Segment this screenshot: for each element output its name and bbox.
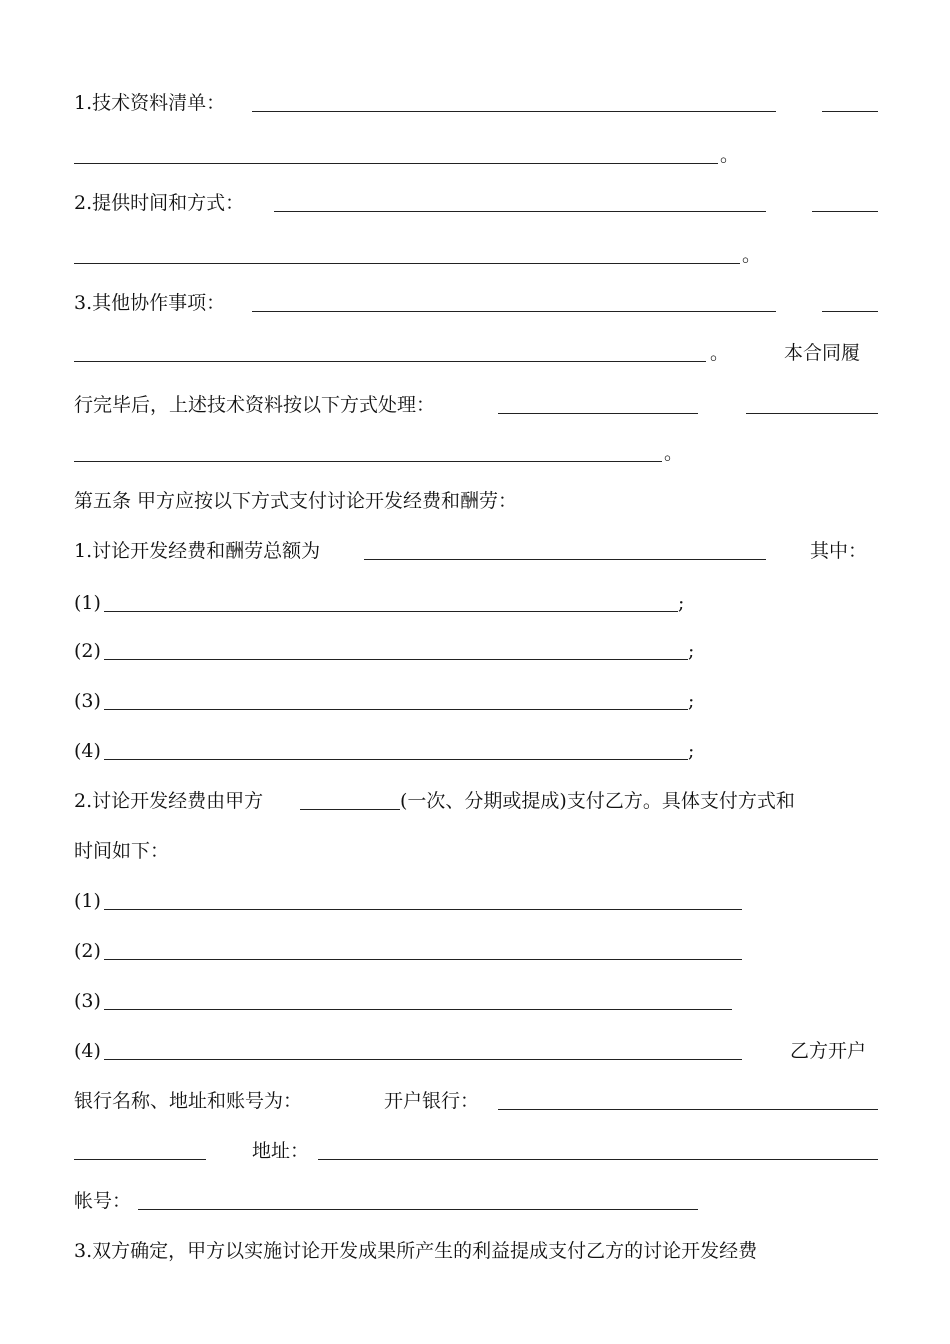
breakdown-end: ; — [688, 640, 695, 662]
schedule-label: (4) — [74, 1040, 101, 1062]
item1-blank-cont[interactable] — [74, 163, 718, 164]
handling-blank-cont[interactable] — [74, 461, 662, 462]
bank-name-label: 开户银行： — [384, 1090, 480, 1112]
account-blank[interactable] — [138, 1209, 698, 1210]
bank-name-blank-cont[interactable] — [74, 1159, 206, 1160]
item3-blank-right[interactable] — [822, 311, 878, 312]
total-suffix: 其中： — [810, 540, 868, 562]
item1-label: 1.技术资料清单： — [74, 92, 226, 114]
section5-title: 第五条 甲方应按以下方式支付讨论开发经费和酬劳： — [74, 490, 518, 512]
handling-blank-right[interactable] — [746, 413, 878, 414]
item1-end: 。 — [720, 144, 740, 166]
breakdown-label: (3) — [74, 690, 101, 712]
breakdown-end: ; — [678, 592, 685, 614]
item2-label: 2.提供时间和方式： — [74, 192, 245, 214]
breakdown-blank[interactable] — [104, 611, 678, 612]
handling-blank[interactable] — [498, 413, 698, 414]
item2-blank-right[interactable] — [812, 211, 878, 212]
breakdown-end: ; — [688, 690, 695, 712]
item3-line — [74, 288, 878, 318]
total-blank[interactable] — [364, 559, 766, 560]
schedule-blank[interactable] — [104, 909, 742, 910]
item3-label: 3.其他协作事项： — [74, 292, 226, 314]
item2-end: 。 — [742, 244, 762, 266]
payment-line2-text: 时间如下： — [74, 840, 170, 862]
item1-line — [74, 88, 878, 118]
breakdown-item — [74, 686, 878, 716]
address-blank[interactable] — [318, 1159, 878, 1160]
item2-line2 — [74, 240, 878, 270]
item1-line2 — [74, 140, 878, 170]
account-line — [74, 1186, 878, 1216]
schedule-blank[interactable] — [104, 1009, 732, 1010]
bank-name-blank[interactable] — [498, 1109, 878, 1110]
item3-line2 — [74, 338, 878, 368]
handling-line2 — [74, 438, 878, 468]
schedule-item — [74, 936, 878, 966]
total-label: 1.讨论开发经费和酬劳总额为 — [74, 540, 321, 562]
handling-label: 行完毕后，上述技术资料按以下方式处理： — [74, 394, 436, 416]
total-line — [74, 536, 878, 566]
schedule-item — [74, 886, 878, 916]
breakdown-label: (4) — [74, 740, 101, 762]
payment-method-blank[interactable] — [300, 809, 400, 810]
schedule-label: (1) — [74, 890, 101, 912]
payment-line — [74, 786, 878, 816]
item3-text-line — [74, 1236, 878, 1266]
item2-blank[interactable] — [274, 211, 766, 212]
schedule-item — [74, 1036, 878, 1066]
breakdown-end: ; — [688, 740, 695, 762]
item3-text: 3.双方确定，甲方以实施讨论开发成果所产生的利益提成支付乙方的讨论开发经费 — [74, 1240, 758, 1262]
breakdown-blank[interactable] — [104, 659, 688, 660]
section5-title-line — [74, 486, 878, 516]
item2-blank-cont[interactable] — [74, 263, 740, 264]
breakdown-label: (2) — [74, 640, 101, 662]
breakdown-item — [74, 736, 878, 766]
handling-end: 。 — [664, 442, 684, 464]
payment-prefix: 2.讨论开发经费由甲方 — [74, 790, 264, 812]
item3-end: 。 — [710, 342, 730, 364]
item1-blank-right[interactable] — [822, 111, 878, 112]
account-label: 帐号： — [74, 1190, 132, 1212]
schedule-label: (3) — [74, 990, 101, 1012]
bank-label: 银行名称、地址和账号为： — [74, 1090, 303, 1112]
item3-blank[interactable] — [252, 311, 776, 312]
breakdown-blank[interactable] — [104, 759, 688, 760]
schedule-label: (2) — [74, 940, 101, 962]
bank-intro-tail: 乙方开户 — [790, 1040, 867, 1062]
breakdown-label: (1) — [74, 592, 101, 614]
payment-line2 — [74, 836, 878, 866]
item3-blank-cont[interactable] — [74, 361, 706, 362]
item1-blank[interactable] — [252, 111, 776, 112]
handling-line — [74, 390, 878, 420]
breakdown-blank[interactable] — [104, 709, 688, 710]
breakdown-item — [74, 588, 878, 618]
schedule-item — [74, 986, 878, 1016]
payment-suffix: (一次、分期或提成)支付乙方。具体支付方式和 — [400, 790, 795, 812]
schedule-blank[interactable] — [104, 1059, 742, 1060]
schedule-blank[interactable] — [104, 959, 742, 960]
bank-line — [74, 1086, 878, 1116]
address-label: 地址： — [252, 1140, 310, 1162]
item2-line — [74, 188, 878, 218]
address-line — [74, 1136, 878, 1166]
breakdown-item — [74, 636, 878, 666]
item3-next: 本合同履 — [784, 342, 861, 364]
